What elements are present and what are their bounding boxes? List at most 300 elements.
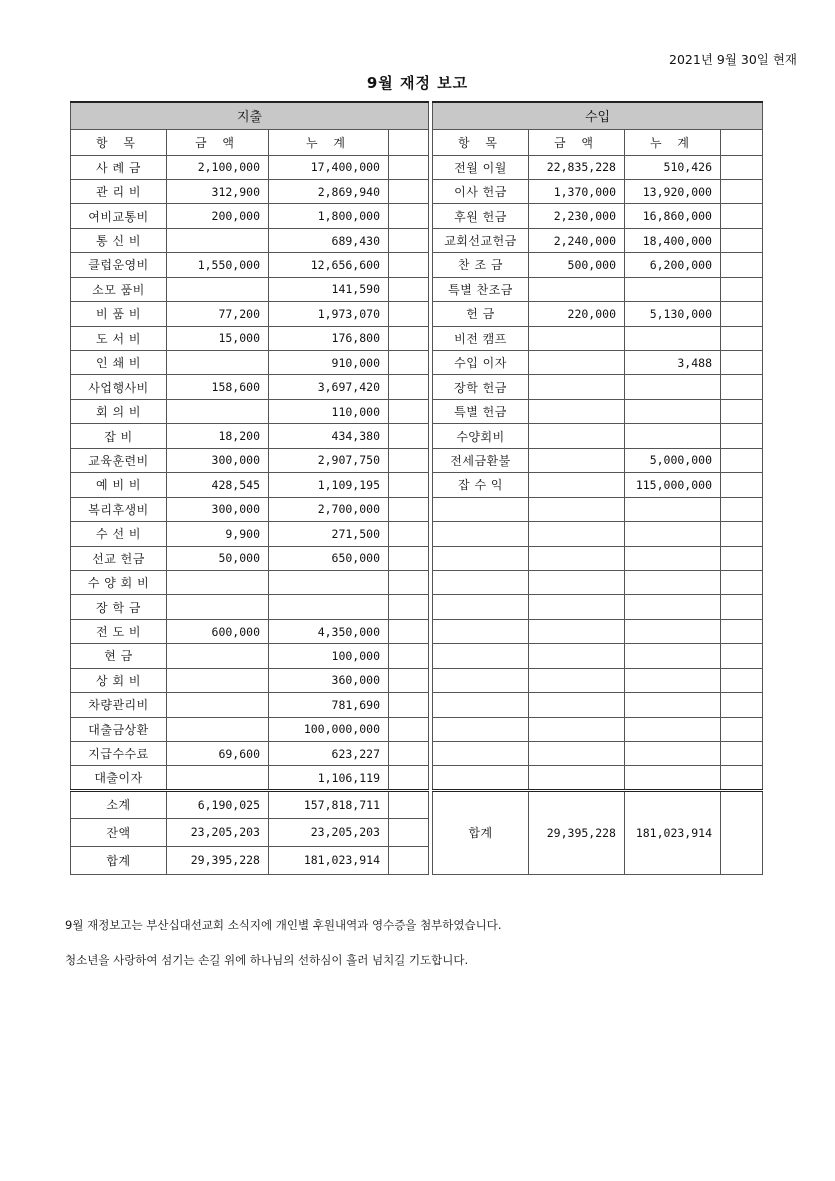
expense-total-cell: 17,400,000	[269, 155, 389, 179]
income-rows-row	[433, 375, 763, 399]
income-rows-row	[433, 399, 763, 423]
income-item-cell	[433, 742, 529, 766]
income-total-cell	[625, 644, 721, 668]
income-summary-amount: 29,395,228	[529, 790, 625, 874]
income-amount-cell	[529, 668, 625, 692]
page-title: 9월 재정 보고	[366, 74, 469, 92]
income-amount-cell	[529, 351, 625, 375]
expense-amount-cell	[167, 717, 269, 741]
income-total-cell	[625, 619, 721, 643]
expense-amount-cell	[167, 228, 269, 252]
income-blank-cell	[721, 570, 763, 594]
income-rows-row	[433, 228, 763, 252]
expense-item-cell: 사업행사비	[71, 375, 167, 399]
note-line: 청소년을 사랑하여 섬기는 손길 위에 하나님의 선하심이 흘러 넘치길 기도합니다.	[65, 952, 469, 967]
expense-amount-cell: 2,100,000	[167, 155, 269, 179]
expense-blank-cell	[389, 179, 429, 203]
income-total-cell	[625, 522, 721, 546]
income-total-cell	[625, 766, 721, 790]
expense-blank-cell	[389, 155, 429, 179]
expense-blank-cell	[389, 619, 429, 643]
income-item-cell: 찬 조 금	[433, 253, 529, 277]
expense-total-cell: 100,000	[269, 644, 389, 668]
income-item-cell: 헌 금	[433, 302, 529, 326]
expense-blank-cell	[389, 522, 429, 546]
note-line: 9월 재정보고는 부산십대선교회 소식지에 개인별 후원내역과 영수증을 첨부하였습니다.	[65, 918, 502, 932]
expense-amount-cell	[167, 399, 269, 423]
expense-rows-row	[71, 595, 429, 619]
income-item-cell	[433, 668, 529, 692]
notes	[65, 920, 501, 989]
expense-blank-cell	[389, 766, 429, 790]
expense-total-cell: 689,430	[269, 228, 389, 252]
income-amount-cell	[529, 766, 625, 790]
income-summary-blank	[721, 790, 763, 874]
expense-total-cell: 2,700,000	[269, 497, 389, 521]
expense-total-cell: 1,973,070	[269, 302, 389, 326]
expense-item-cell: 선교 헌금	[71, 546, 167, 570]
income-blank-cell	[721, 302, 763, 326]
expense-item-cell: 합계	[71, 846, 167, 874]
expense-col-amount: 금 액	[167, 129, 269, 155]
expense-amount-cell	[167, 668, 269, 692]
expense-blank-cell	[389, 846, 429, 874]
expense-total-cell: 3,697,420	[269, 375, 389, 399]
expense-blank-cell	[389, 448, 429, 472]
income-item-cell	[433, 570, 529, 594]
expense-col-total: 누 계	[269, 129, 389, 155]
expense-blank-cell	[389, 424, 429, 448]
income-blank-cell	[721, 204, 763, 228]
income-blank-cell	[721, 742, 763, 766]
expense-rows-row	[71, 717, 429, 741]
income-total-cell	[625, 399, 721, 423]
income-rows-row	[433, 570, 763, 594]
expense-amount-cell: 300,000	[167, 497, 269, 521]
income-item-cell: 이사 헌금	[433, 179, 529, 203]
income-blank-cell	[721, 399, 763, 423]
income-amount-cell	[529, 497, 625, 521]
income-table	[432, 101, 763, 875]
expense-blank-cell	[389, 668, 429, 692]
expense-item-cell: 비 품 비	[71, 302, 167, 326]
income-total-cell: 510,426	[625, 155, 721, 179]
expense-amount-cell	[167, 644, 269, 668]
income-item-cell	[433, 497, 529, 521]
expense-total-cell: 1,800,000	[269, 204, 389, 228]
income-total-cell: 16,860,000	[625, 204, 721, 228]
expense-amount-cell: 300,000	[167, 448, 269, 472]
income-blank-cell	[721, 668, 763, 692]
income-amount-cell	[529, 619, 625, 643]
expense-rows-row	[71, 497, 429, 521]
income-rows-row	[433, 473, 763, 497]
income-rows-row	[433, 497, 763, 521]
income-item-cell: 특별 찬조금	[433, 277, 529, 301]
expense-col-blank	[389, 129, 429, 155]
income-amount-cell: 500,000	[529, 253, 625, 277]
expense-rows-row	[71, 619, 429, 643]
income-item-cell	[433, 619, 529, 643]
expense-total-cell: 100,000,000	[269, 717, 389, 741]
expense-total-cell: 181,023,914	[269, 846, 389, 874]
income-total-cell: 115,000,000	[625, 473, 721, 497]
expense-blank-cell	[389, 742, 429, 766]
income-total-cell	[625, 375, 721, 399]
expense-item-cell: 통 신 비	[71, 228, 167, 252]
expense-item-cell: 복리후생비	[71, 497, 167, 521]
income-rows-row	[433, 302, 763, 326]
income-total-cell	[625, 546, 721, 570]
expense-blank-cell	[389, 204, 429, 228]
expense-item-cell: 클럽운영비	[71, 253, 167, 277]
income-item-cell: 잡 수 익	[433, 473, 529, 497]
expense-blank-cell	[389, 277, 429, 301]
expense-amount-cell: 50,000	[167, 546, 269, 570]
income-blank-cell	[721, 375, 763, 399]
income-rows-row	[433, 253, 763, 277]
expense-item-cell: 현 금	[71, 644, 167, 668]
expense-item-cell: 인 쇄 비	[71, 351, 167, 375]
expense-rows-row	[71, 375, 429, 399]
income-total-cell	[625, 668, 721, 692]
expense-total-cell: 176,800	[269, 326, 389, 350]
income-col-amount: 금 액	[529, 129, 625, 155]
expense-amount-cell: 1,550,000	[167, 253, 269, 277]
expense-amount-cell	[167, 595, 269, 619]
expense-total-cell: 12,656,600	[269, 253, 389, 277]
expense-rows	[71, 155, 429, 790]
income-blank-cell	[721, 351, 763, 375]
income-item-cell	[433, 693, 529, 717]
income-item-cell	[433, 546, 529, 570]
income-rows-row	[433, 668, 763, 692]
income-blank-cell	[721, 546, 763, 570]
income-rows-row	[433, 277, 763, 301]
income-col-total: 누 계	[625, 129, 721, 155]
expense-amount-cell: 77,200	[167, 302, 269, 326]
expense-item-cell: 잔액	[71, 818, 167, 846]
expense-blank-cell	[389, 790, 429, 818]
expense-summary-row	[71, 790, 429, 818]
expense-total-cell: 781,690	[269, 693, 389, 717]
expense-rows-row	[71, 742, 429, 766]
expense-item-cell: 사 례 금	[71, 155, 167, 179]
expense-rows-row	[71, 424, 429, 448]
expense-rows-row	[71, 326, 429, 350]
income-rows-row	[433, 644, 763, 668]
income-item-cell: 장학 헌금	[433, 375, 529, 399]
expense-rows-row	[71, 155, 429, 179]
expense-amount-cell: 428,545	[167, 473, 269, 497]
income-blank-cell	[721, 424, 763, 448]
expense-amount-cell: 312,900	[167, 179, 269, 203]
income-rows-row	[433, 522, 763, 546]
expense-total-cell: 4,350,000	[269, 619, 389, 643]
income-total-cell	[625, 497, 721, 521]
expense-total-cell: 110,000	[269, 399, 389, 423]
income-amount-cell: 2,240,000	[529, 228, 625, 252]
income-item-cell	[433, 766, 529, 790]
income-blank-cell	[721, 253, 763, 277]
expense-total-cell: 650,000	[269, 546, 389, 570]
expense-rows-row	[71, 448, 429, 472]
income-amount-cell	[529, 399, 625, 423]
income-rows-row	[433, 204, 763, 228]
expense-total-cell: 434,380	[269, 424, 389, 448]
expense-blank-cell	[389, 644, 429, 668]
income-col-blank	[721, 129, 763, 155]
expense-total-cell: 910,000	[269, 351, 389, 375]
income-amount-cell	[529, 424, 625, 448]
expense-summary-row	[71, 846, 429, 874]
income-item-cell: 전세금환불	[433, 448, 529, 472]
expense-item-cell: 상 회 비	[71, 668, 167, 692]
expense-item-cell: 잡 비	[71, 424, 167, 448]
income-total-cell: 18,400,000	[625, 228, 721, 252]
income-blank-cell	[721, 644, 763, 668]
income-rows-row	[433, 717, 763, 741]
income-total-cell	[625, 717, 721, 741]
expense-blank-cell	[389, 693, 429, 717]
expense-rows-row	[71, 668, 429, 692]
expense-rows-row	[71, 473, 429, 497]
income-total-cell: 5,130,000	[625, 302, 721, 326]
expense-amount-cell	[167, 570, 269, 594]
income-rows-row	[433, 766, 763, 790]
income-item-cell: 특별 헌금	[433, 399, 529, 423]
expense-total-cell: 360,000	[269, 668, 389, 692]
income-blank-cell	[721, 448, 763, 472]
income-amount-cell	[529, 595, 625, 619]
income-col-item: 항 목	[433, 129, 529, 155]
income-item-cell: 전월 이월	[433, 155, 529, 179]
expense-rows-row	[71, 302, 429, 326]
income-blank-cell	[721, 228, 763, 252]
income-item-cell: 후원 헌금	[433, 204, 529, 228]
expense-total-cell: 23,205,203	[269, 818, 389, 846]
expense-blank-cell	[389, 375, 429, 399]
income-total-cell: 5,000,000	[625, 448, 721, 472]
expense-item-cell: 차량관리비	[71, 693, 167, 717]
expense-blank-cell	[389, 399, 429, 423]
income-rows-row	[433, 424, 763, 448]
income-blank-cell	[721, 326, 763, 350]
expense-total-cell: 2,869,940	[269, 179, 389, 203]
expense-total-cell: 1,109,195	[269, 473, 389, 497]
income-rows-row	[433, 546, 763, 570]
income-total-cell: 13,920,000	[625, 179, 721, 203]
income-total-cell	[625, 595, 721, 619]
expense-rows-row	[71, 546, 429, 570]
expense-total-cell: 141,590	[269, 277, 389, 301]
expense-blank-cell	[389, 302, 429, 326]
expense-item-cell: 소모 품비	[71, 277, 167, 301]
income-amount-cell	[529, 277, 625, 301]
expense-amount-cell: 158,600	[167, 375, 269, 399]
expense-amount-cell: 9,900	[167, 522, 269, 546]
income-rows	[433, 155, 763, 790]
expense-total-cell	[269, 595, 389, 619]
income-section	[432, 101, 762, 875]
income-amount-cell	[529, 742, 625, 766]
expense-total-cell: 271,500	[269, 522, 389, 546]
expense-amount-cell: 15,000	[167, 326, 269, 350]
income-total-cell: 3,488	[625, 351, 721, 375]
income-item-cell	[433, 595, 529, 619]
expense-amount-cell: 6,190,025	[167, 790, 269, 818]
expense-item-cell: 회 의 비	[71, 399, 167, 423]
income-blank-cell	[721, 155, 763, 179]
expense-blank-cell	[389, 497, 429, 521]
expense-item-cell: 관 리 비	[71, 179, 167, 203]
expense-item-cell: 예 비 비	[71, 473, 167, 497]
expense-rows-row	[71, 253, 429, 277]
expense-total-cell	[269, 570, 389, 594]
income-summary	[433, 790, 763, 874]
expense-blank-cell	[389, 253, 429, 277]
income-item-cell: 비전 캠프	[433, 326, 529, 350]
expense-item-cell: 여비교통비	[71, 204, 167, 228]
income-item-cell: 수양회비	[433, 424, 529, 448]
income-amount-cell	[529, 522, 625, 546]
expense-rows-row	[71, 399, 429, 423]
expense-item-cell: 소계	[71, 790, 167, 818]
expense-summary	[71, 790, 429, 874]
income-amount-cell	[529, 448, 625, 472]
income-total-cell	[625, 277, 721, 301]
expense-amount-cell	[167, 693, 269, 717]
report-date: 2021년 9월 30일 현재	[669, 52, 797, 67]
expense-item-cell: 대출이자	[71, 766, 167, 790]
income-total-cell	[625, 424, 721, 448]
expense-blank-cell	[389, 818, 429, 846]
expense-blank-cell	[389, 570, 429, 594]
income-total-cell	[625, 693, 721, 717]
expense-col-item: 항 목	[71, 129, 167, 155]
expense-blank-cell	[389, 717, 429, 741]
expense-item-cell: 교육훈련비	[71, 448, 167, 472]
income-amount-cell	[529, 375, 625, 399]
income-blank-cell	[721, 766, 763, 790]
income-item-cell: 교회선교헌금	[433, 228, 529, 252]
income-amount-cell	[529, 644, 625, 668]
income-rows-row	[433, 326, 763, 350]
income-rows-row	[433, 619, 763, 643]
income-blank-cell	[721, 497, 763, 521]
expense-rows-row	[71, 693, 429, 717]
expense-total-cell: 2,907,750	[269, 448, 389, 472]
expense-total-cell: 623,227	[269, 742, 389, 766]
income-rows-row	[433, 179, 763, 203]
expense-rows-row	[71, 179, 429, 203]
income-rows-row	[433, 742, 763, 766]
expense-amount-cell: 69,600	[167, 742, 269, 766]
expense-rows-row	[71, 522, 429, 546]
income-amount-cell	[529, 326, 625, 350]
income-rows-row	[433, 351, 763, 375]
expense-blank-cell	[389, 546, 429, 570]
expense-total-cell: 1,106,119	[269, 766, 389, 790]
income-total-cell	[625, 326, 721, 350]
income-summary-total: 181,023,914	[625, 790, 721, 874]
income-blank-cell	[721, 717, 763, 741]
income-blank-cell	[721, 179, 763, 203]
expense-total-cell: 157,818,711	[269, 790, 389, 818]
expense-summary-row	[71, 818, 429, 846]
income-total-cell	[625, 570, 721, 594]
income-item-cell: 수입 이자	[433, 351, 529, 375]
income-amount-cell: 220,000	[529, 302, 625, 326]
expense-item-cell: 도 서 비	[71, 326, 167, 350]
income-rows-row	[433, 155, 763, 179]
expense-blank-cell	[389, 228, 429, 252]
expense-header: 지출	[71, 102, 429, 129]
expense-rows-row	[71, 204, 429, 228]
income-blank-cell	[721, 277, 763, 301]
expense-amount-cell	[167, 351, 269, 375]
income-summary-label: 합계	[433, 790, 529, 874]
expense-table	[70, 101, 429, 875]
expense-rows-row	[71, 766, 429, 790]
income-amount-cell: 22,835,228	[529, 155, 625, 179]
expense-amount-cell: 29,395,228	[167, 846, 269, 874]
expense-item-cell: 대출금상환	[71, 717, 167, 741]
income-total-cell	[625, 742, 721, 766]
income-rows-row	[433, 595, 763, 619]
income-amount-cell	[529, 570, 625, 594]
expense-rows-row	[71, 570, 429, 594]
income-rows-row	[433, 693, 763, 717]
income-blank-cell	[721, 595, 763, 619]
expense-amount-cell: 200,000	[167, 204, 269, 228]
income-blank-cell	[721, 619, 763, 643]
expense-item-cell: 수 선 비	[71, 522, 167, 546]
expense-rows-row	[71, 277, 429, 301]
income-amount-cell	[529, 546, 625, 570]
income-blank-cell	[721, 473, 763, 497]
income-total-cell: 6,200,000	[625, 253, 721, 277]
expense-item-cell: 장 학 금	[71, 595, 167, 619]
income-amount-cell: 2,230,000	[529, 204, 625, 228]
expense-amount-cell: 23,205,203	[167, 818, 269, 846]
income-header: 수입	[433, 102, 763, 129]
expense-blank-cell	[389, 351, 429, 375]
expense-amount-cell: 600,000	[167, 619, 269, 643]
income-blank-cell	[721, 522, 763, 546]
income-amount-cell	[529, 717, 625, 741]
expense-item-cell: 전 도 비	[71, 619, 167, 643]
income-blank-cell	[721, 693, 763, 717]
expense-rows-row	[71, 351, 429, 375]
expense-section	[70, 101, 428, 875]
expense-amount-cell	[167, 277, 269, 301]
expense-amount-cell	[167, 766, 269, 790]
expense-item-cell: 지급수수료	[71, 742, 167, 766]
income-amount-cell	[529, 473, 625, 497]
income-rows-row	[433, 448, 763, 472]
expense-amount-cell: 18,200	[167, 424, 269, 448]
expense-blank-cell	[389, 595, 429, 619]
expense-item-cell: 수 양 회 비	[71, 570, 167, 594]
income-amount-cell: 1,370,000	[529, 179, 625, 203]
expense-rows-row	[71, 644, 429, 668]
income-amount-cell	[529, 693, 625, 717]
income-item-cell	[433, 522, 529, 546]
expense-blank-cell	[389, 473, 429, 497]
income-item-cell	[433, 644, 529, 668]
expense-blank-cell	[389, 326, 429, 350]
